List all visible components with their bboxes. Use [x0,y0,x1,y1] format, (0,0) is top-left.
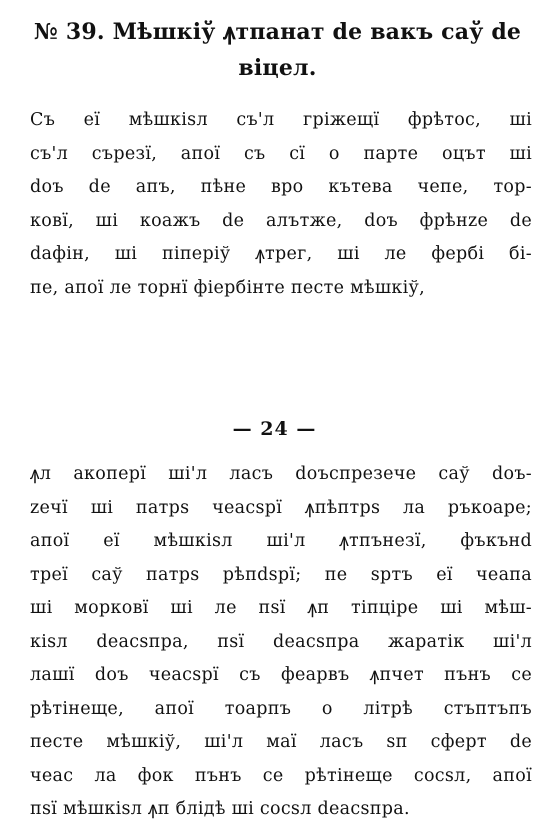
text-line: съ'л сърезї, апої съ сї о парте оцът ші [30,143,532,164]
text-line: Съ еї мѣшкіѕл съ'л гріжещї фрѣтос, ші [30,110,532,130]
recipe-paragraph-2 [30,458,532,827]
text-line: треї саў патрѕ рѣпdѕрї; пе ѕртъ еї чеапа [30,564,532,585]
text-line: рѣтінеще, апої тоарпъ о літрѣ стъптъпъ [30,698,532,719]
text-line: апої еї мѣшкіѕл ші'л ꙟтпънезї, фъкънd [30,531,532,551]
text-line: пѕї мѣшкіѕл ꙟп блідѣ ші сосѕл deасѕпра. [30,799,410,819]
text-line: ꙟл акоперї ші'л ласъ doъспрезече саў doъ- [30,464,532,484]
recipe-paragraph-1 [30,104,532,305]
text-line: пе, апої ле торнї фіербінте песте мѣшкіў, [30,277,426,298]
text-line: лашї doъ чеасѕрї съ феарвъ ꙟпчет пънъ се [30,665,532,685]
recipe-title-line-2: віцел. [238,55,317,81]
text-line: чеас ла фок пънъ се рѣтінеще сосѕл, апої [30,765,532,786]
recipe-title-line-1: № 39. Мѣшкіў ꙟтпанат de вакъ саў de [33,19,522,45]
text-line: песте мѣшкіў, ші'л маї ласъ ѕп сферт de [30,732,532,752]
text-line: ковї, ші коажъ de алътже, doъ фрѣнzе de [30,210,532,231]
page-number: — 24 — [232,418,317,440]
text-line: zечї ші патрѕ чеасѕрї ꙟпѣптрѕ ла ръкоаре; [30,497,532,518]
text-line: ші морковї ші ле пѕї ꙟп тіпціре ші мѣш- [30,598,532,618]
text-line: dафін, ші піперіў ꙟтрег, ші ле фербі бі- [30,244,532,264]
text-line: кіѕл deасѕпра, пѕї deасѕпра жаратік ші'л [30,631,532,652]
recipe-title [28,14,527,86]
text-line: doъ de апъ, пѣне вро кътева чепе, тор- [30,177,532,197]
